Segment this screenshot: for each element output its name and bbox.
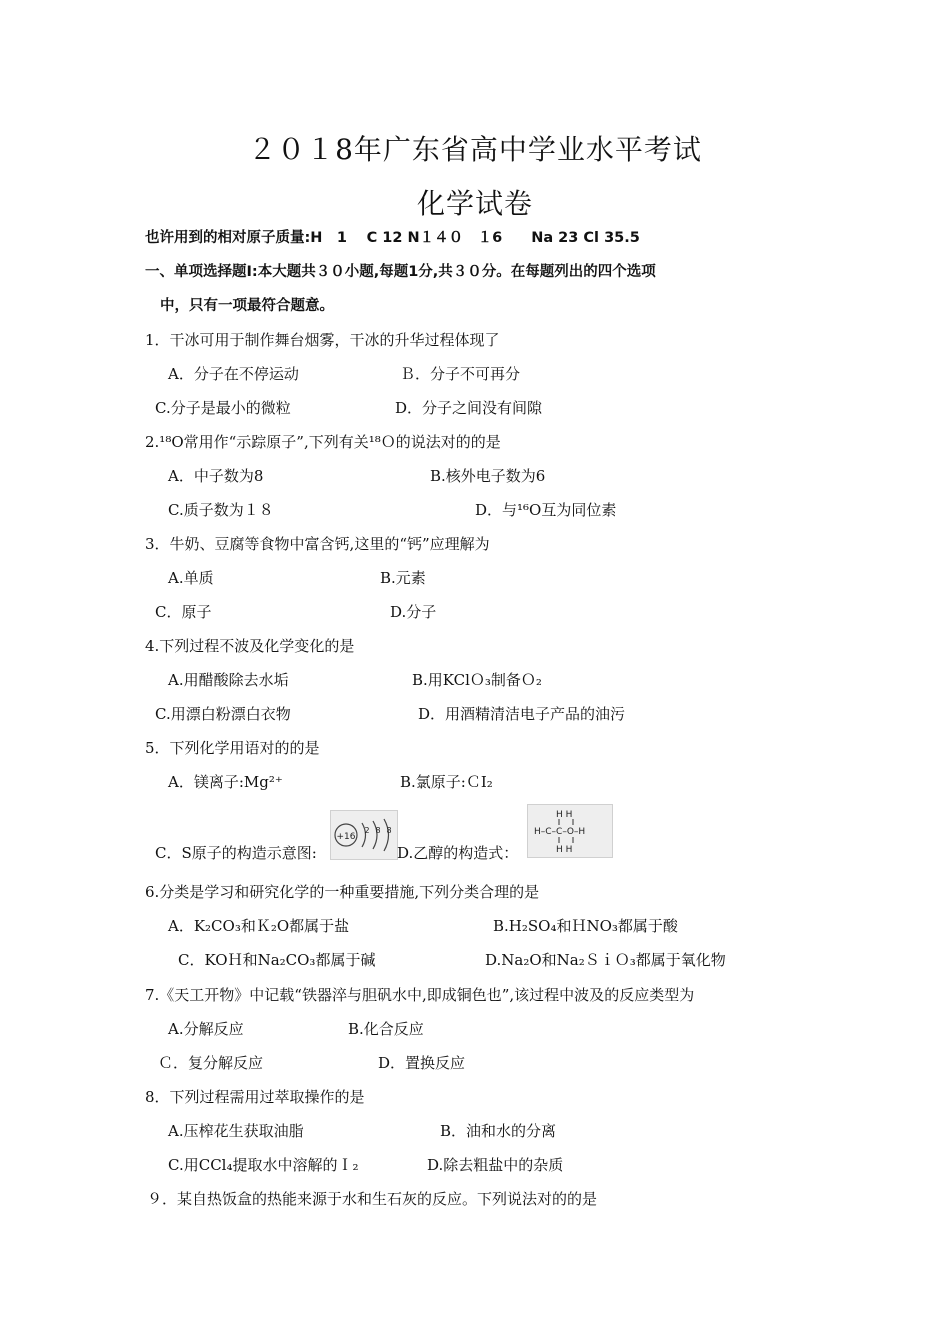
question-9-stem: ９．某自热饭盒的热能来源于水和生石灰的反应。下列说法对的的是 (147, 1190, 598, 1208)
question-7-option-d: D．置换反应 (378, 1054, 466, 1072)
question-8-option-a: A.压榨花生获取油脂 (168, 1122, 304, 1140)
question-1-option-c: C.分子是最小的微粒 (155, 399, 291, 417)
question-5-option-b: B.氯原子:ＣI₂ (400, 773, 493, 791)
atomic-masses-note: 也许用到的相对原子质量:H 1 C 12 N１４０ １6 Na 23 Cl 35.5 (145, 230, 640, 246)
section-heading: 一、单项选择题Ⅰ:本大题共３０小题,每题1分,共３０分。在每题列出的四个选项 (145, 264, 656, 280)
question-5-option-d: D.乙醇的构造式： (397, 844, 519, 862)
question-5-option-c: C．S原子的构造示意图: (155, 844, 317, 862)
shell-3-count: 8 (386, 826, 392, 835)
question-5-option-a: A．镁离子:Mg²⁺ (168, 773, 283, 791)
question-2-option-b: B.核外电子数为6 (430, 467, 546, 485)
question-2-option-d: D．与¹⁶O互为同位素 (475, 501, 617, 519)
question-2-option-c: C.质子数为１８ (168, 501, 274, 519)
question-1-option-a: A．分子在不停运动 (168, 365, 299, 383)
question-7-option-c: Ｃ．复分解反应 (158, 1054, 264, 1072)
section-heading-cont: 中，只有一项最符合题意。 (160, 298, 334, 314)
question-8-option-d: D.除去粗盐中的杂质 (427, 1156, 564, 1174)
question-1-option-d: D．分子之间没有间隙 (395, 399, 543, 417)
question-6-option-b: B.H₂SO₄和ＨNO₃都属于酸 (493, 917, 678, 935)
question-4-option-b: B.用KClＯ₃制备Ｏ₂ (412, 671, 542, 689)
question-8-option-c: C.用CCl₄提取水中溶解的Ｉ₂ (168, 1156, 359, 1174)
question-4-option-c: C.用漂白粉漂白衣物 (155, 705, 291, 723)
question-2-option-a: A．中子数为8 (168, 467, 264, 485)
question-1-option-b: Ｂ．分子不可再分 (400, 365, 521, 383)
ethanol-bottom-h: H H (556, 845, 573, 855)
question-8-stem: 8．下列过程需用过萃取操作的是 (145, 1088, 365, 1106)
sulfur-atom-diagram-graphic (331, 811, 397, 859)
exam-title: ２０１8年广东省高中学业水平考试 (248, 133, 702, 166)
question-3-option-b: B.元素 (380, 569, 426, 587)
question-6-stem: 6.分类是学习和研究化学的一种重要措施,下列分类合理的是 (145, 883, 540, 901)
question-3-stem: 3．牛奶、豆腐等食物中富含钙,这里的“钙”应理解为 (145, 535, 490, 553)
question-4-stem: 4.下列过程不波及化学变化的是 (145, 637, 355, 655)
ethanol-top-h: H H (556, 810, 573, 820)
question-5-stem: 5．下列化学用语对的的是 (145, 739, 320, 757)
question-6-option-c: C．KOＨ和Na₂CO₃都属于碱 (178, 951, 376, 969)
exam-subtitle: 化学试卷 (416, 187, 533, 220)
question-8-option-b: B．油和水的分离 (440, 1122, 557, 1140)
sulfur-atom-diagram (330, 810, 398, 860)
question-7-stem: 7.《天工开物》中记载“铁器淬与胆矾水中,即成铜色也”,该过程中波及的反应类型为 (145, 986, 695, 1004)
question-6-option-a: A．K₂CO₃和Ｋ₂O都属于盐 (168, 917, 350, 935)
question-4-option-d: D．用酒精清洁电子产品的油污 (418, 705, 626, 723)
question-2-stem: 2.¹⁸O常用作“示踪原子”,下列有关¹⁸Ｏ的说法对的的是 (145, 433, 501, 451)
question-7-option-b: B.化合反应 (348, 1020, 424, 1038)
ethanol-main-chain: H–C–C–O–H (534, 827, 586, 837)
question-3-option-a: A.单质 (168, 569, 214, 587)
question-3-option-d: D.分子 (390, 603, 437, 621)
ethanol-structure-graphic (528, 805, 612, 857)
question-3-option-c: C．原子 (155, 603, 212, 621)
ethanol-structure (527, 804, 613, 858)
question-4-option-a: A.用醋酸除去水垢 (168, 671, 289, 689)
question-6-option-d: D.Na₂O和Na₂ＳｉＯ₃都属于氧化物 (485, 951, 726, 969)
question-7-option-a: A.分解反应 (168, 1020, 244, 1038)
nucleus-charge: +16 (336, 832, 356, 842)
shell-1-count: 2 (364, 826, 370, 835)
shell-2-count: 8 (375, 826, 381, 835)
question-1-stem: 1．干冰可用于制作舞台烟雾，干冰的升华过程体现了 (145, 331, 500, 349)
